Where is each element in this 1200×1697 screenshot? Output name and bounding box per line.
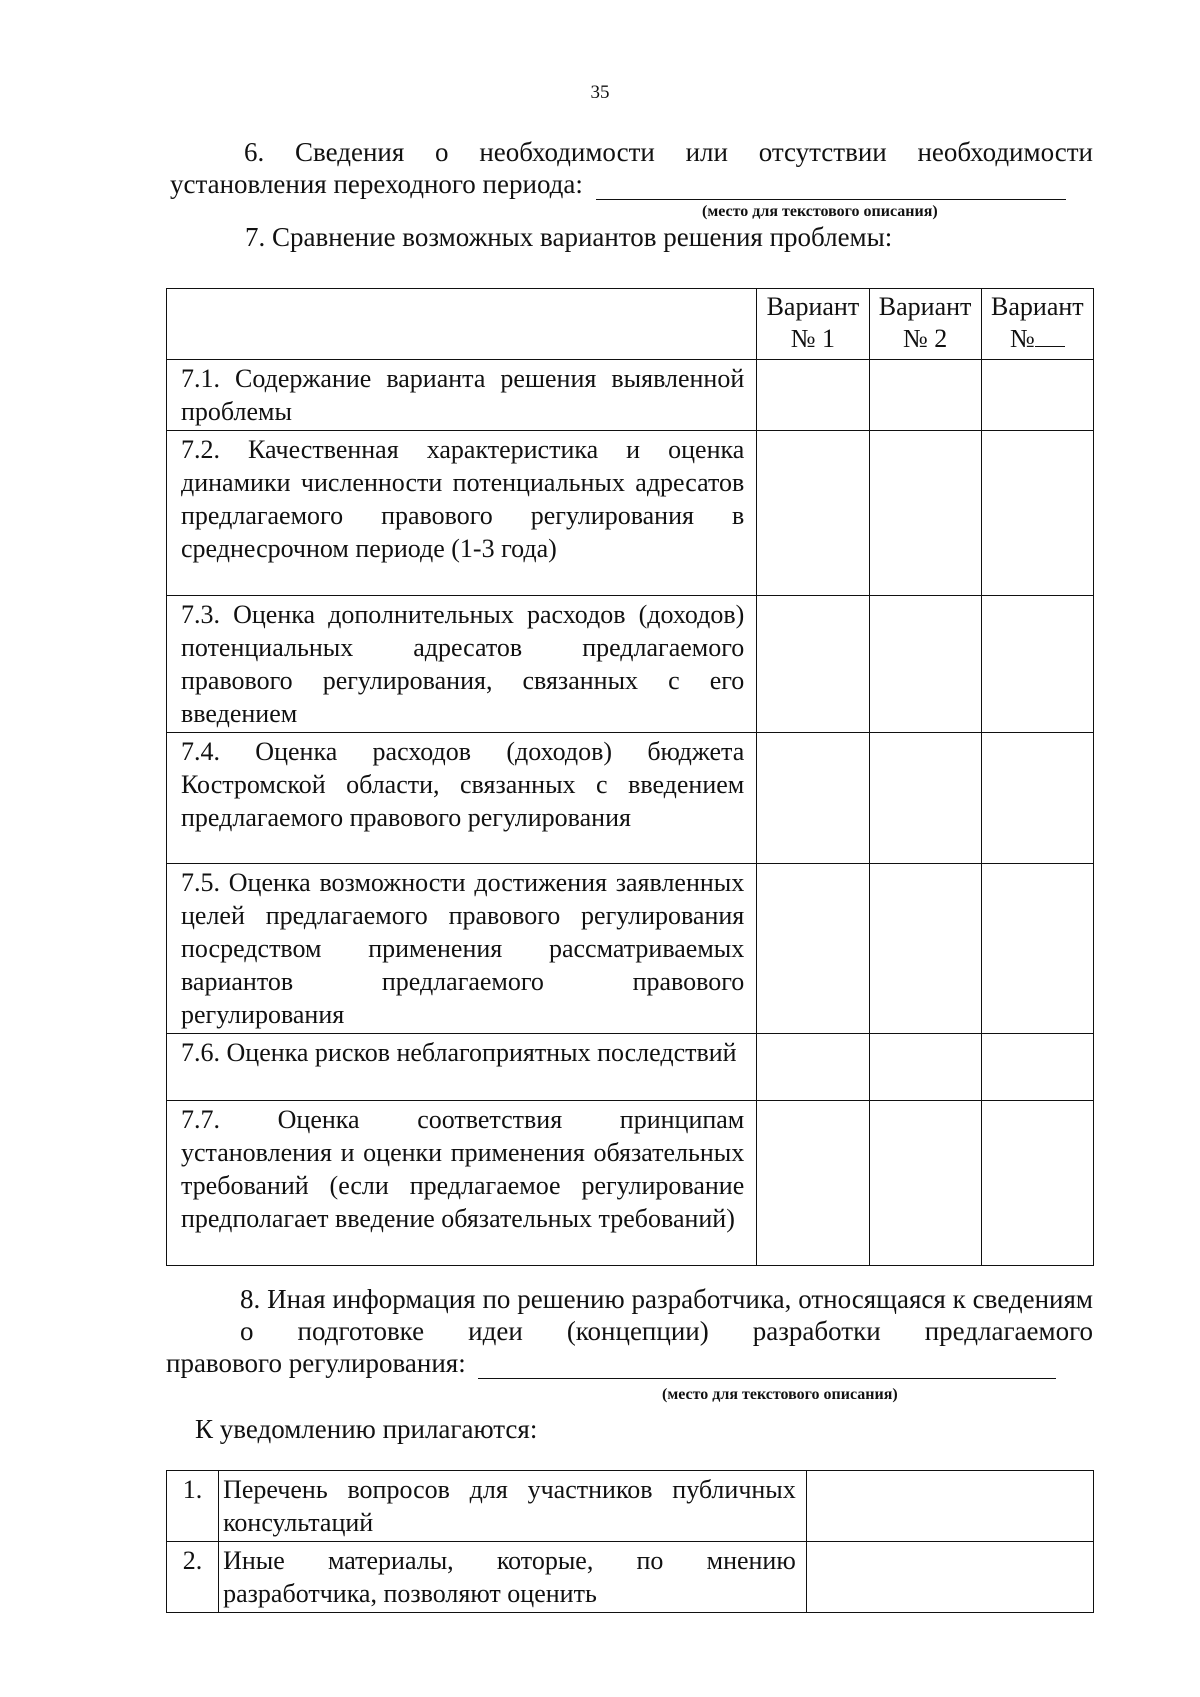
cell-empty xyxy=(981,431,1093,596)
cell-empty xyxy=(806,1542,1093,1613)
row-7-4-text: 7.4. Оценка расходов (доходов) бюджета Костромской области, связанных с введением предлагаемого правового регулирования xyxy=(181,737,745,832)
cell-empty xyxy=(981,733,1093,864)
cell-empty xyxy=(981,864,1093,1034)
cell-empty xyxy=(869,1034,981,1101)
section8-text: 8. Иная информация по решению разработчика, относящаяся к сведениям о подготовке идеи (концепции) разработки предлагаемого xyxy=(240,1284,1093,1346)
header-variant-n: Вариант № xyxy=(981,289,1093,360)
cell-empty xyxy=(757,1034,869,1101)
cell-empty xyxy=(757,1101,869,1266)
cell-empty xyxy=(757,596,869,733)
comparison-table xyxy=(166,288,1094,1266)
section6-line2: установления переходного периода: xyxy=(170,169,583,199)
table-row xyxy=(167,360,1094,431)
header-empty-cell xyxy=(167,289,757,360)
row-7-7-text: 7.7. Оценка соответствия принципам установления и оценки применения обязательных требований (если предлагаемое регулирование предполагает введение обязательных требований) xyxy=(181,1105,745,1233)
cell-empty xyxy=(869,360,981,431)
attachment-1-number: 1. xyxy=(167,1471,219,1542)
cell-empty xyxy=(981,1034,1093,1101)
section6-line1: 6. Сведения о необходимости или отсутствии необходимости xyxy=(244,137,1093,167)
cell-empty xyxy=(981,1101,1093,1266)
section8-blank-line xyxy=(478,1354,1056,1379)
cell-empty xyxy=(869,431,981,596)
cell-empty xyxy=(757,431,869,596)
section6-line2-wrap xyxy=(170,168,1093,200)
row-7-1-text: 7.1. Содержание варианта решения выявленной проблемы xyxy=(181,364,745,426)
attachment-1-text: Перечень вопросов для участников публичных консультаций xyxy=(219,1471,807,1542)
page-number: 35 xyxy=(590,82,610,103)
cell-empty xyxy=(869,596,981,733)
attachment-2-number: 2. xyxy=(167,1542,219,1613)
variant-number-blank xyxy=(1035,324,1065,347)
section8-paragraph xyxy=(166,1283,1093,1379)
table-row xyxy=(167,431,1094,596)
cell-empty xyxy=(869,733,981,864)
attachments-heading: К уведомлению прилагаются: xyxy=(195,1414,538,1444)
cell-empty xyxy=(869,864,981,1034)
section8-last-line-wrap xyxy=(166,1347,1093,1379)
table-row xyxy=(167,1034,1094,1101)
section6-note: (место для текстового описания) xyxy=(702,203,938,220)
cell-empty xyxy=(981,596,1093,733)
table-row xyxy=(167,1101,1094,1266)
row-7-2-text: 7.2. Качественная характеристика и оценка динамики численности потенциальных адресатов предлагаемого правового регулирования в среднесрочном периоде (1-3 года) xyxy=(181,435,745,563)
section7-heading: 7. Сравнение возможных вариантов решения проблемы: xyxy=(245,222,893,252)
table-row xyxy=(167,864,1094,1034)
section6-blank-line xyxy=(596,175,1066,200)
cell-empty xyxy=(869,1101,981,1266)
row-7-5-text: 7.5. Оценка возможности достижения заявленных целей предлагаемого правового регулирования посредством применения рассматриваемых вариантов предлагаемого правового регулирования xyxy=(181,868,745,1029)
table-row xyxy=(167,1542,1094,1613)
row-7-6-text: 7.6. Оценка рисков неблагоприятных последствий xyxy=(181,1038,737,1067)
table-row xyxy=(167,596,1094,733)
header-variant-1: Вариант № 1 xyxy=(757,289,869,360)
cell-empty xyxy=(757,864,869,1034)
section6-paragraph xyxy=(170,136,1093,200)
table-header-row xyxy=(167,289,1094,360)
table-row xyxy=(167,1471,1094,1542)
section8-last-line: правового регулирования: xyxy=(166,1348,466,1378)
cell-empty xyxy=(981,360,1093,431)
attachment-2-text: Иные материалы, которые, по мнению разработчика, позволяют оценить xyxy=(219,1542,807,1613)
cell-empty xyxy=(806,1471,1093,1542)
row-7-3-text: 7.3. Оценка дополнительных расходов (доходов) потенциальных адресатов предлагаемого правового регулирования, связанных с его введением xyxy=(181,600,745,728)
attachments-table xyxy=(166,1470,1094,1613)
cell-empty xyxy=(757,733,869,864)
table-row xyxy=(167,733,1094,864)
header-variant-2: Вариант № 2 xyxy=(869,289,981,360)
cell-empty xyxy=(757,360,869,431)
section8-note: (место для текстового описания) xyxy=(662,1386,898,1403)
